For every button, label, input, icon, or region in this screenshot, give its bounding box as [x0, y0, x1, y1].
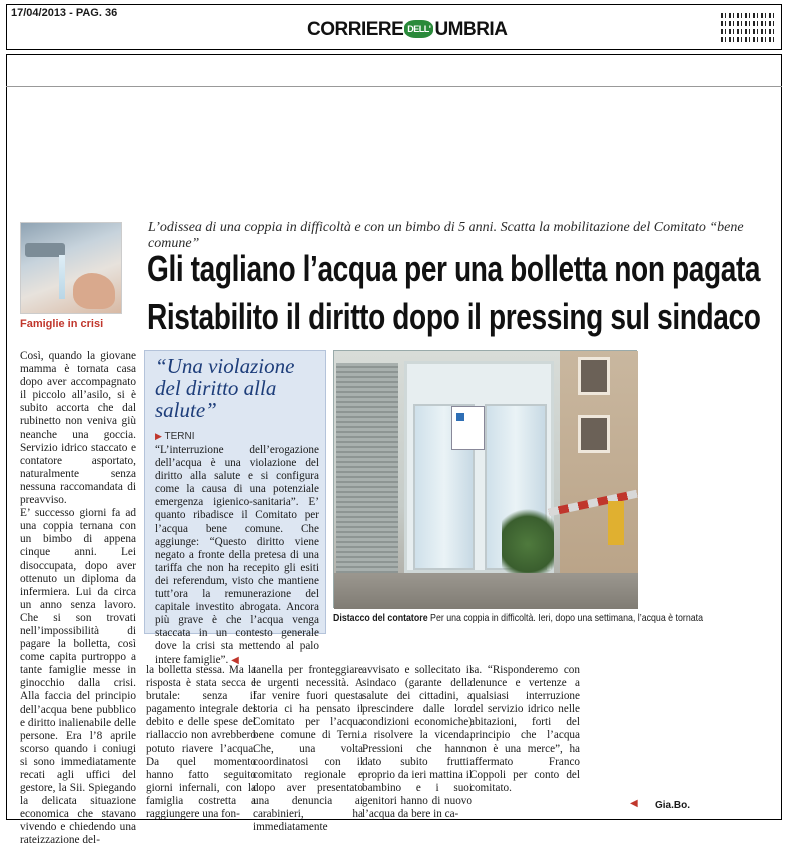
masthead-mid: DELL' [404, 20, 433, 38]
box-body: “L’interruzione dell’erogazione dell’acqua è una violazione del diritto alla salute e si configura come la causa di una potenziale emergenza igienico-sanitaria”. E’ quanto ribadisce il Comitato per l’acqua bene comune. Che aggiunge: “Questo diritto viene negato a fronte della pretesa di una tariffa che non ha recepito gli esiti dei referendum, visto che mantiene tutt’ora la remunerazione del capitale investito abrogata. Ancora più grave è che l’acqua venga staccata in un contesto generale dove la crisi sta mettendo al palo intere famiglie”. [155, 444, 319, 666]
paragraph: Così, quando la giovane mamma è tornata casa dopo aver accompagnato il piccolo all’asilo, si è subito accorta che dal rubinetto non veniva giù neanche una goccia. Servizio idrico staccato e contatore asportato, naturalmente senza nessuna raccomandata di preavviso. [20, 350, 136, 507]
article-column-1 [20, 350, 136, 848]
caption-text: Per una coppia in difficoltà. Ieri, dopo una settimana, l’acqua è tornata [430, 612, 704, 624]
headline-line-1: Gli tagliano l’acqua per una bolletta non pagata [147, 248, 761, 289]
article-column-2: la bolletta stessa. Ma la risposta è stata secca e brutale: senza il pagamento integrale del debito e delle spese del riallaccio non avrebbero potuto riavere l’acqua. Da quel momento hanno fatto seguito giorni infernali, con la famiglia costretta a raggiungere una fon- [146, 664, 256, 821]
box-text [145, 444, 325, 667]
caption-bold: Distacco del contatore [333, 612, 428, 624]
triangle-icon: ▶ [155, 431, 162, 441]
barcode-icon [721, 13, 777, 43]
page-header [6, 4, 782, 50]
paragraph: E’ successo giorni fa ad una coppia ternana con un bimbo di appena cinque anni. Lei disoccupata, dopo aver ottenuto un diploma da infermiera. Lui da circa un anno senza lavoro. Che si son trovati nell’impossibilità di pagare la bolletta, così come capita purtroppo a tante famiglie messe in ginocchio dalla crisi. Alla faccia del principio dell’acqua bene pubblico e diritto inalienabile delle persone. Era l’8 aprile scorso quando i coniugi si sono immediatamente recati agli uffici del gestore, la Sii. Spiegando la delicata situazione economica che stavano vivendo e chiedendo una rateizzazione del- [20, 507, 136, 847]
masthead-right: UMBRIA [434, 19, 508, 40]
masthead-left: CORRIERE [307, 19, 404, 40]
article-overline: L’odissea di una coppia in difficoltà e con un bimbo di 5 anni. Scatta la mobilitazione del Comitato “bene comune” [148, 220, 744, 251]
sidebar-box [144, 350, 326, 666]
article-photo [333, 350, 637, 608]
location-label: TERNI [164, 431, 195, 442]
faucet-thumbnail [20, 222, 122, 314]
article-column-4: avvisato e sollecitato il sindaco (garante della salute dei cittadini, a prescindere dalle loro condizioni economiche) a risolvere la vicenda. Pressioni che hanno dato subito frutti: proprio da ieri mattina il bambino e i suoi genitori hanno di nuovo l’acqua da bere in ca- [362, 664, 472, 821]
photo-caption [333, 612, 703, 624]
article-end [578, 798, 690, 812]
author-signature: Gia.Bo. [654, 800, 690, 811]
date-page: 17/04/2013 - PAG. 36 [11, 7, 118, 19]
box-location [155, 431, 325, 442]
article-column-3: tanella per fronteggiare le urgenti necessità. A far venire fuori questa storia ci ha pensato il Comitato per l’acqua bene comune di Terni. Che, una volta coordinatosi con il comitato regionale e dopo aver presentato una denuncia ai carabinieri, ha immediatamente [253, 664, 363, 834]
end-mark-icon: ◀ [231, 654, 239, 666]
end-mark-icon: ◀ [630, 798, 638, 809]
headline-line-2: Ristabilito il diritto dopo il pressing sul sindaco [147, 296, 761, 337]
article-column-5: sa. “Risponderemo con denunce e vertenze a qualsiasi interruzione del servizio idrico nelle abitazioni, forti del principio che l’acqua non è una merce”, ha affermato Franco Coppoli per conto del comitato. [470, 664, 580, 794]
divider [6, 86, 782, 87]
box-quote-title: “Una violazione del diritto alla salute” [155, 354, 295, 422]
section-label: Famiglie in crisi [20, 318, 104, 330]
masthead-logo [307, 19, 507, 41]
